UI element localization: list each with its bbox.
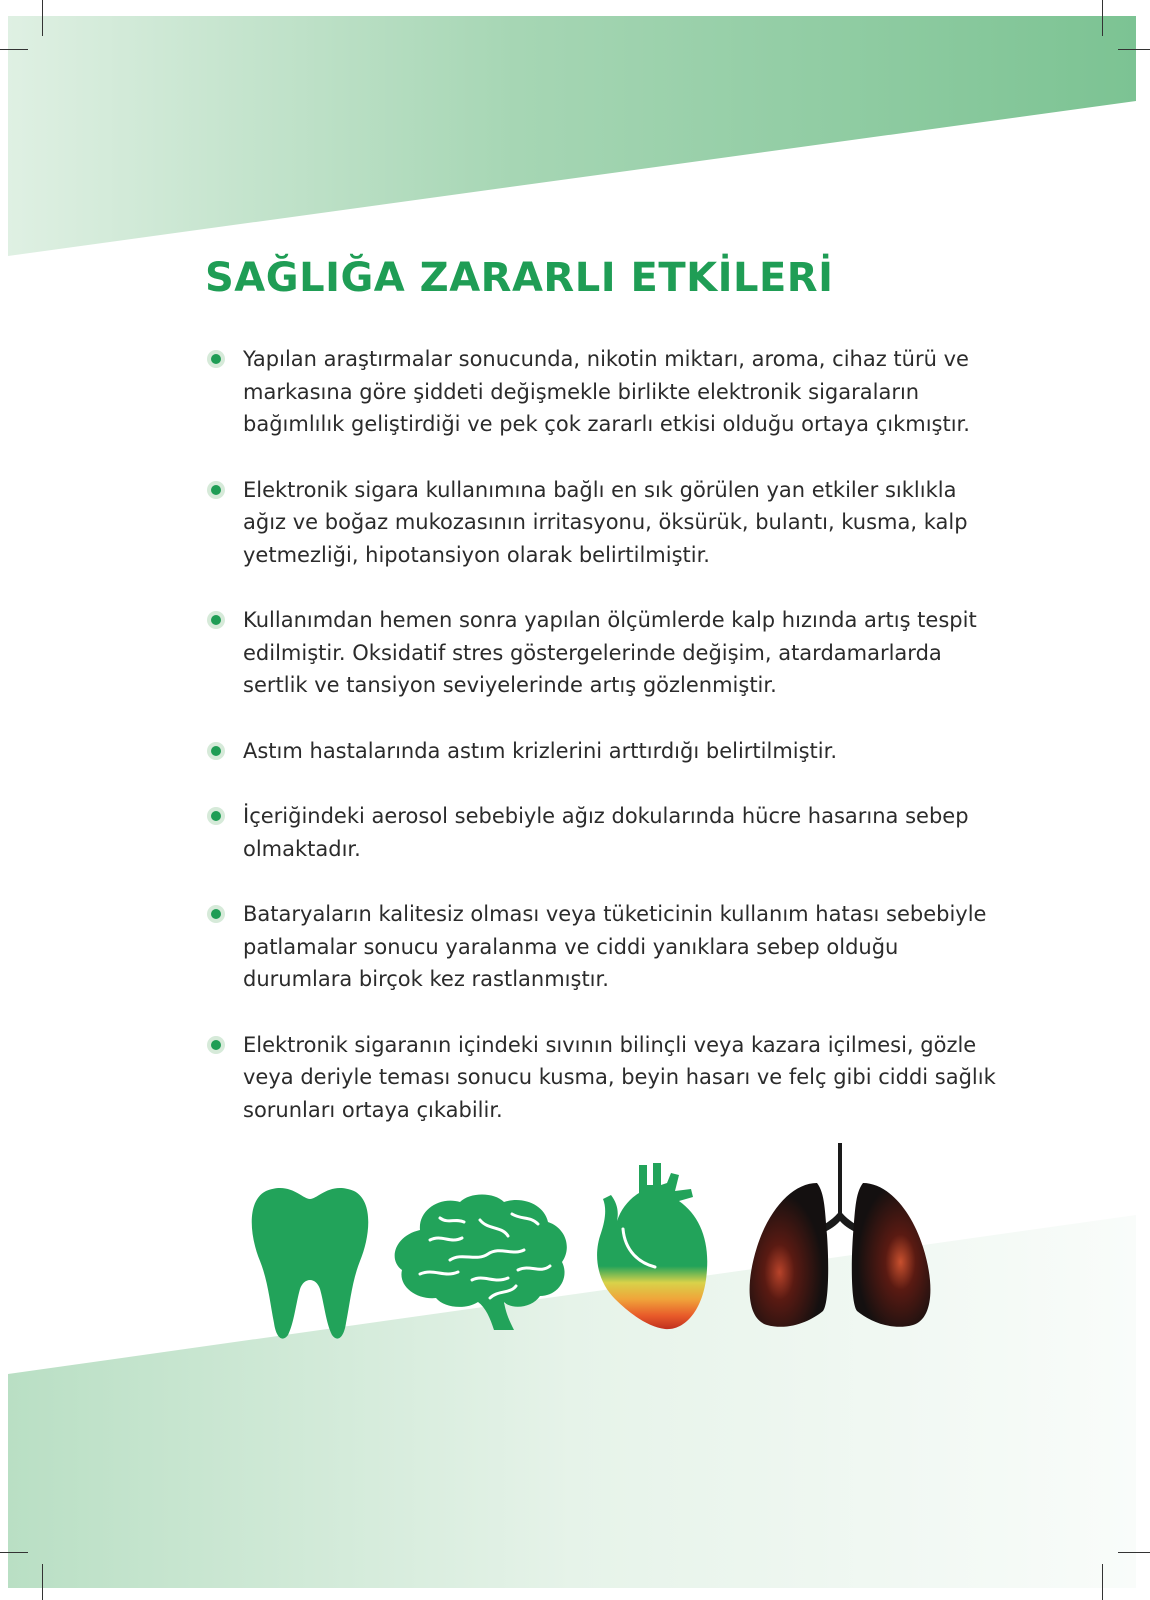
list-item bbox=[205, 343, 1005, 441]
crop-mark bbox=[1102, 1564, 1103, 1600]
list-item bbox=[205, 800, 1005, 865]
crop-mark bbox=[42, 1564, 43, 1600]
bullet-icon bbox=[207, 742, 225, 760]
list-item bbox=[205, 735, 1005, 768]
list-item-text: İçeriğindeki aerosol sebebiyle ağız dokularında hücre hasarına sebep olmaktadır. bbox=[243, 804, 969, 861]
crop-mark bbox=[1102, 0, 1103, 36]
bullet-icon bbox=[207, 481, 225, 499]
heart-icon bbox=[595, 1159, 715, 1334]
list-item-text: Elektronik sigara kullanımına bağlı en sık görülen yan etkiler sıklıkla ağız ve boğaz mukozasının irritasyonu, öksürük, bulantı, kusma, kalp yetmezliği, hipotansiyon olarak belirtilmiştir. bbox=[243, 477, 968, 567]
list-item bbox=[205, 474, 1005, 572]
brain-icon bbox=[390, 1190, 572, 1330]
list-item-text: Elektronik sigaranın içindeki sıvının bilinçli veya kazara içilmesi, gözle veya deriyle teması sonucu kusma, beyin hasarı ve felç gibi ciddi sağlık sorunları ortaya çıkabilir. bbox=[243, 1032, 996, 1122]
list-item bbox=[205, 1029, 1005, 1127]
crop-mark bbox=[1118, 49, 1150, 50]
bullet-icon bbox=[207, 350, 225, 368]
page-title: SAĞLIĞA ZARARLI ETKİLERİ bbox=[205, 255, 834, 301]
crop-mark bbox=[0, 49, 28, 50]
list-item-text: Astım hastalarında astım krizlerini arttırdığı belirtilmiştir. bbox=[243, 738, 837, 763]
bullet-icon bbox=[207, 611, 225, 629]
bullet-icon bbox=[207, 807, 225, 825]
lungs-icon bbox=[745, 1143, 935, 1333]
crop-mark bbox=[42, 0, 43, 36]
bullet-icon bbox=[207, 1036, 225, 1054]
list-item-text: Kullanımdan hemen sonra yapılan ölçümlerde kalp hızında artış tespit edilmiştir. Oksidatif stres göstergelerinde değişim, atardamarlarda sertlik ve tansiyon seviyelerinde artış gözlenmiştir. bbox=[243, 608, 977, 697]
crop-mark bbox=[0, 1552, 28, 1553]
list-item bbox=[205, 604, 1005, 702]
top-banner bbox=[8, 16, 1136, 256]
list-item-text: Bataryaların kalitesiz olması veya tüketicinin kullanım hatası sebebiyle patlamalar sonucu yaralanma ve ciddi yanıklara sebep olduğu durumlara birçok kez rastlanmıştır. bbox=[243, 902, 987, 991]
effects-list bbox=[205, 343, 1005, 1126]
organ-icons bbox=[240, 1165, 960, 1365]
list-item bbox=[205, 898, 1005, 996]
bullet-icon bbox=[207, 905, 225, 923]
list-item-text: Yapılan araştırmalar sonucunda, nikotin miktarı, aroma, cihaz türü ve markasına göre şiddeti değişmekle birlikte elektronik sigaraların bağımlılık geliştirdiği ve pek çok zararlı etkisi olduğu ortaya çıkmıştır. bbox=[243, 347, 970, 436]
crop-mark bbox=[1118, 1552, 1150, 1553]
tooth-icon bbox=[248, 1185, 372, 1345]
